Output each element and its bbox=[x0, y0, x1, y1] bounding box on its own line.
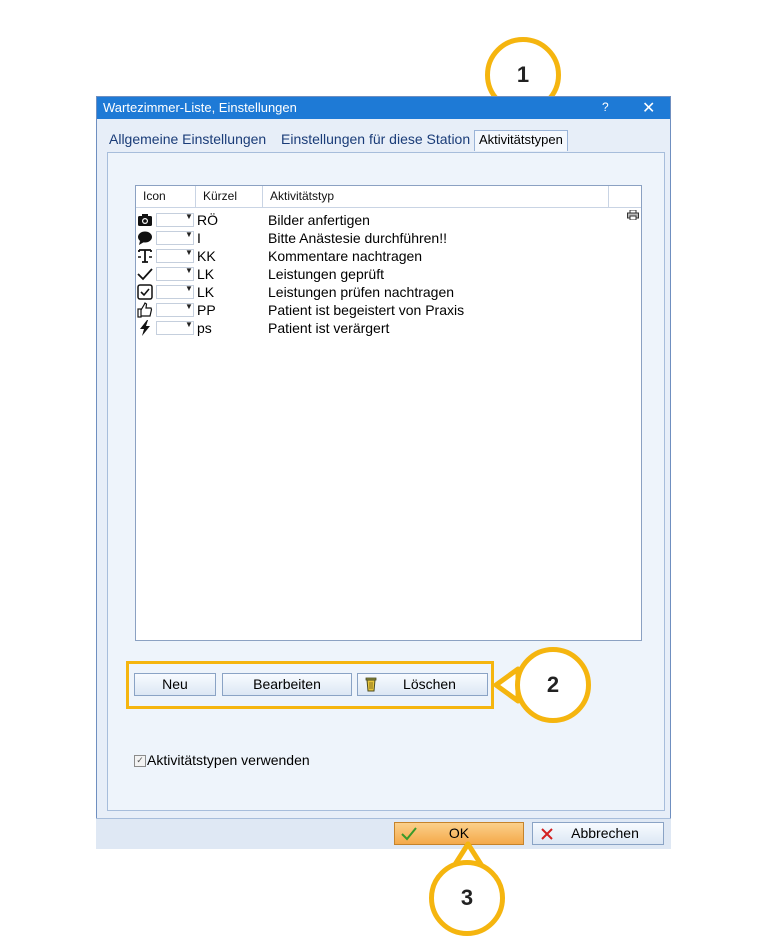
checkbox-check-icon bbox=[137, 284, 153, 300]
tab-station-settings[interactable]: Einstellungen für diese Station bbox=[281, 131, 471, 147]
chevron-down-icon[interactable]: ▼ bbox=[185, 266, 193, 275]
help-button[interactable]: ? bbox=[602, 100, 609, 114]
window-title: Wartezimmer-Liste, Einstellungen bbox=[103, 100, 297, 115]
callout-2: 2 bbox=[515, 647, 591, 723]
table-row[interactable] bbox=[136, 265, 636, 283]
kuerzel-cell: ps bbox=[197, 320, 212, 336]
edit-button[interactable]: Bearbeiten bbox=[222, 673, 352, 696]
tab-panel bbox=[107, 152, 665, 811]
table-row[interactable] bbox=[136, 319, 636, 337]
table-row[interactable] bbox=[136, 229, 636, 247]
chevron-down-icon[interactable]: ▼ bbox=[185, 230, 193, 239]
use-activity-types-checkbox[interactable]: ✓ bbox=[134, 755, 146, 767]
kuerzel-cell: I bbox=[197, 230, 201, 246]
kuerzel-cell: PP bbox=[197, 302, 216, 318]
kuerzel-cell: KK bbox=[197, 248, 216, 264]
cancel-button-label: Abbrechen bbox=[571, 825, 639, 841]
chevron-down-icon[interactable]: ▼ bbox=[185, 320, 193, 329]
activity-type-list[interactable] bbox=[135, 185, 642, 641]
title-bar bbox=[97, 97, 670, 119]
chevron-down-icon[interactable]: ▼ bbox=[185, 302, 193, 311]
thumbs-up-icon bbox=[137, 302, 153, 318]
checkmark-icon bbox=[137, 266, 153, 282]
chevron-down-icon[interactable]: ▼ bbox=[185, 284, 193, 293]
aktivitaetstyp-cell: Leistungen prüfen nachtragen bbox=[268, 284, 455, 300]
column-header-aktivitaetstyp[interactable]: Aktivitätstyp bbox=[263, 186, 609, 207]
chevron-down-icon[interactable]: ▼ bbox=[185, 212, 193, 221]
table-row[interactable] bbox=[136, 301, 636, 319]
ok-button-label: OK bbox=[448, 825, 470, 841]
trash-can-icon bbox=[364, 677, 378, 692]
text-cursor-icon bbox=[137, 248, 153, 264]
lightning-icon bbox=[137, 320, 153, 336]
new-button[interactable]: Neu bbox=[134, 673, 216, 696]
callout-1: 1 bbox=[485, 37, 561, 113]
close-icon bbox=[541, 828, 553, 840]
column-header-icon[interactable]: Icon bbox=[136, 186, 196, 207]
use-activity-types-label[interactable]: Aktivitätstypen verwenden bbox=[147, 752, 310, 768]
kuerzel-cell: RÖ bbox=[197, 212, 218, 228]
aktivitaetstyp-cell: Leistungen geprüft bbox=[268, 266, 384, 282]
close-button[interactable]: ✕ bbox=[642, 100, 656, 117]
aktivitaetstyp-cell: Kommentare nachtragen bbox=[268, 248, 423, 264]
cancel-button[interactable] bbox=[532, 822, 664, 845]
aktivitaetstyp-cell: Patient ist verärgert bbox=[268, 320, 390, 336]
aktivitaetstyp-cell: Patient ist begeistert von Praxis bbox=[268, 302, 465, 318]
table-row[interactable] bbox=[136, 247, 636, 265]
settings-dialog bbox=[96, 96, 671, 849]
list-header bbox=[136, 186, 641, 208]
checkmark-icon bbox=[401, 827, 417, 841]
speech-bubble-icon bbox=[137, 230, 153, 246]
callout-3: 3 bbox=[429, 860, 505, 936]
tab-general-settings[interactable]: Allgemeine Einstellungen bbox=[109, 131, 267, 147]
chevron-down-icon[interactable]: ▼ bbox=[185, 248, 193, 257]
delete-button-label: Löschen bbox=[403, 676, 456, 692]
table-row[interactable] bbox=[136, 211, 636, 229]
aktivitaetstyp-cell: Bilder anfertigen bbox=[268, 212, 370, 228]
camera-icon bbox=[137, 212, 153, 228]
delete-button[interactable] bbox=[357, 673, 488, 696]
aktivitaetstyp-cell: Bitte Anästesie durchführen!! bbox=[268, 230, 447, 246]
kuerzel-cell: LK bbox=[197, 266, 215, 282]
kuerzel-cell: LK bbox=[197, 284, 215, 300]
tab-activity-types[interactable]: Aktivitätstypen bbox=[474, 130, 568, 151]
column-header-kuerzel[interactable]: Kürzel bbox=[196, 186, 263, 207]
table-row[interactable] bbox=[136, 283, 636, 301]
